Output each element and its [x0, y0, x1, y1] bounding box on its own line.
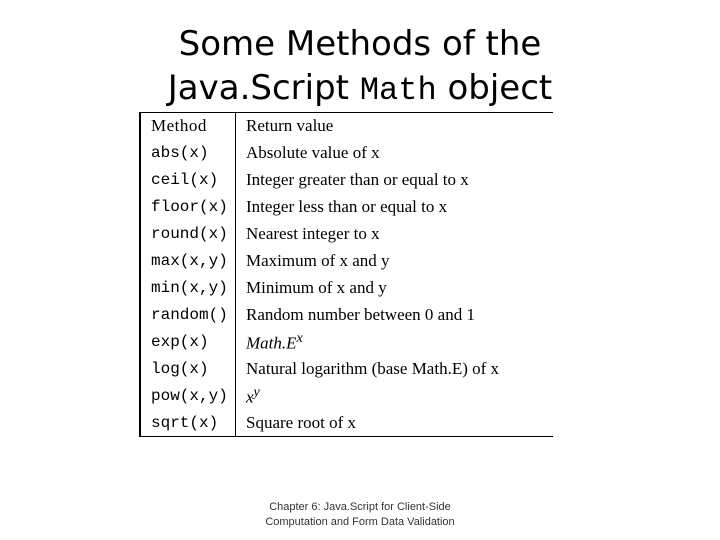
table-row	[141, 274, 553, 301]
return-value-cell: Nearest integer to x	[246, 223, 380, 243]
table-row	[141, 328, 553, 355]
table-row	[141, 382, 553, 409]
methods-table	[141, 113, 553, 436]
return-value-cell: Maximum of x and y	[246, 250, 390, 270]
method-cell: abs(x)	[141, 140, 236, 167]
return-value-cell: Integer greater than or equal to x	[246, 169, 469, 189]
return-value-cell: Absolute value of x	[246, 142, 380, 162]
table-row	[141, 247, 553, 274]
footer-line-1: Chapter 6: Java.Script for Client-Side	[269, 501, 451, 513]
title-code-math: Math	[359, 72, 437, 109]
title-prefix: Java.Script	[167, 68, 350, 108]
methods-table-container	[139, 112, 553, 437]
math-exponent: x	[296, 329, 303, 346]
return-value-cell: Integer less than or equal to x	[246, 196, 448, 216]
table-row	[141, 220, 553, 247]
slide-title	[0, 22, 720, 113]
table-row	[141, 140, 553, 167]
table-row	[141, 193, 553, 220]
return-value-cell: Minimum of x and y	[246, 277, 387, 297]
method-cell: floor(x)	[141, 193, 236, 220]
method-cell: ceil(x)	[141, 166, 236, 193]
method-cell: min(x,y)	[141, 274, 236, 301]
header-return-value: Return value	[246, 116, 334, 136]
return-value-cell	[236, 328, 554, 355]
math-exponent: y	[253, 383, 260, 400]
return-value-cell	[236, 382, 554, 409]
method-cell: pow(x,y)	[141, 382, 236, 409]
method-cell: sqrt(x)	[141, 409, 236, 436]
title-suffix: object	[447, 68, 553, 108]
math-base: x	[246, 387, 254, 407]
return-value-cell: Random number between 0 and 1	[246, 304, 475, 324]
footer-line-2: Computation and Form Data Validation	[265, 516, 455, 528]
return-value-cell: Square root of x	[246, 412, 357, 432]
method-cell: max(x,y)	[141, 247, 236, 274]
title-line-1: Some Methods of the	[178, 24, 542, 64]
header-method: Method	[141, 113, 236, 140]
table-row	[141, 355, 553, 382]
return-value-cell: Natural logarithm (base Math.E) of x	[246, 358, 500, 378]
method-cell: exp(x)	[141, 328, 236, 355]
table-row	[141, 166, 553, 193]
method-cell: round(x)	[141, 220, 236, 247]
method-cell: random()	[141, 301, 236, 328]
method-cell: log(x)	[141, 355, 236, 382]
table-header-row	[141, 113, 553, 140]
slide-footer	[0, 500, 720, 530]
table-row	[141, 301, 553, 328]
math-base: Math.E	[246, 333, 297, 353]
title-line-2	[0, 66, 720, 113]
table-row	[141, 409, 553, 436]
